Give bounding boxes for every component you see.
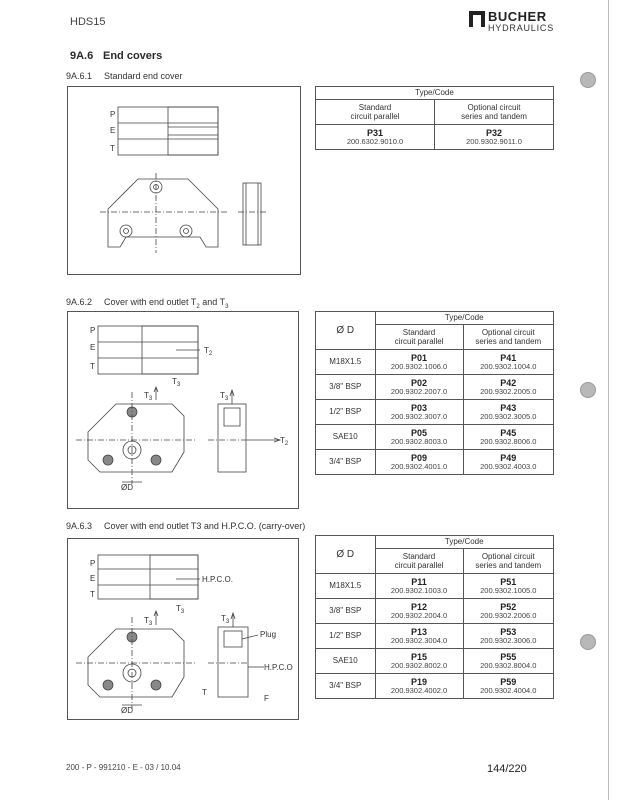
table-cell: 3/8" BSP <box>316 375 376 400</box>
header-optional: Optional circuit series and tandem <box>435 100 554 125</box>
table-cell: P42 200.9302.2005.0 <box>463 375 553 400</box>
table-cell: P03 200.9302.3007.0 <box>375 400 463 425</box>
page-edge <box>608 0 609 800</box>
punch-hole <box>580 72 596 88</box>
header-optional: Optional circuit series and tandem <box>463 549 553 574</box>
table-cell: SAE10 <box>316 425 376 450</box>
table-cell: M18X1.5 <box>316 350 376 375</box>
footer-page-number: 144/220 <box>487 763 527 775</box>
document-id: HDS15 <box>70 16 106 28</box>
svg-text:T2: $T_2$ <box>204 346 213 357</box>
table-cell: P51 200.9302.1005.0 <box>463 574 553 599</box>
table-cell: P02 200.9302.2007.0 <box>375 375 463 400</box>
svg-text:T3: $T_3$ <box>144 616 153 627</box>
header-type-code: Type/Code <box>316 87 554 100</box>
header-diameter: Ø D <box>316 536 376 574</box>
table-standard-end-cover <box>315 86 554 150</box>
label-p: P <box>110 110 116 119</box>
drawing-end-outlet-t3-hpco <box>67 538 299 720</box>
header-standard: Standard circuit parallel <box>375 325 463 350</box>
table-cell: P13 200.9302.3004.0 <box>375 624 463 649</box>
table-cell: P05 200.9302.8003.0 <box>375 425 463 450</box>
label-t: T <box>110 144 115 153</box>
punch-hole <box>580 382 596 398</box>
logo-brand: BUCHER <box>488 9 547 24</box>
table-cell: M18X1.5 <box>316 574 376 599</box>
table-cell: 1/2" BSP <box>316 624 376 649</box>
label-e: E <box>90 574 96 583</box>
drawing-end-outlet-t2-t3 <box>67 311 299 509</box>
table-cell: P11 200.9302.1003.0 <box>375 574 463 599</box>
table-cell: P15 200.9302.8002.0 <box>375 649 463 674</box>
table-end-outlet-t2-t3 <box>315 311 554 475</box>
table-cell: 1/2" BSP <box>316 400 376 425</box>
label-diameter: ØD <box>121 706 133 715</box>
section-number: 9A.6 <box>70 50 94 62</box>
svg-text:T3: $T_3$ <box>220 391 229 402</box>
bucher-logo <box>468 8 588 42</box>
label-t: T <box>90 590 95 599</box>
table-cell: P45 200.9302.8006.0 <box>463 425 553 450</box>
label-t: T <box>90 362 95 371</box>
label-plug: Plug <box>260 630 277 639</box>
table-cell: P53 200.9302.3006.0 <box>463 624 553 649</box>
table-cell: P59 200.9302.4004.0 <box>463 674 553 699</box>
header-diameter: Ø D <box>316 312 376 350</box>
subsection-number: 9A.6.1 <box>66 71 93 81</box>
header-type-code: Type/Code <box>375 312 554 325</box>
label-t-side: T <box>202 688 207 697</box>
label-p: P <box>90 326 96 335</box>
section-title: End covers <box>103 50 163 62</box>
label-e: E <box>110 126 116 135</box>
table-cell: P12 200.9302.2004.0 <box>375 599 463 624</box>
footer-doc-code: 200 - P - 991210 - E - 03 / 10.04 <box>66 763 181 772</box>
table-cell: P09 200.9302.4001.0 <box>375 450 463 475</box>
table-cell: P01 200.9302.1006.0 <box>375 350 463 375</box>
logo-mark-icon <box>468 10 486 28</box>
punch-hole <box>580 634 596 650</box>
table-end-outlet-t3-hpco <box>315 535 554 699</box>
subsection-number: 9A.6.3 <box>66 521 93 531</box>
table-cell: P19 200.9302.4002.0 <box>375 674 463 699</box>
svg-text:T3: $T_3$ <box>144 391 153 402</box>
svg-text:T3: $T_3$ <box>221 614 230 625</box>
svg-text:T3: $T_3$ <box>172 377 181 388</box>
header-type-code: Type/Code <box>375 536 554 549</box>
table-cell: P43 200.9302.3005.0 <box>463 400 553 425</box>
table-cell: P32 200.9302.9011.0 <box>435 125 554 150</box>
table-cell: P52 200.9302.2006.0 <box>463 599 553 624</box>
subsection-title: Cover with end outlet $T_2$ and $T_3$ <box>104 297 229 310</box>
logo-subtitle: HYDRAULICS <box>488 23 555 33</box>
label-hpco-side: H.P.C.O <box>264 663 293 672</box>
label-hpco: H.P.C.O. <box>202 575 233 584</box>
table-cell: P55 200.9302.8004.0 <box>463 649 553 674</box>
header-standard: Standard circuit parallel <box>375 549 463 574</box>
header-standard: Standard circuit parallel <box>316 100 435 125</box>
drawing-standard-end-cover <box>67 86 301 275</box>
table-cell: 3/4" BSP <box>316 450 376 475</box>
subsection-title: Standard end cover <box>104 71 183 81</box>
label-diameter: ØD <box>121 483 133 492</box>
table-cell: 3/8" BSP <box>316 599 376 624</box>
subsection-number: 9A.6.2 <box>66 297 93 307</box>
table-cell: 3/4" BSP <box>316 674 376 699</box>
svg-text:T3: $T_3$ <box>176 604 185 615</box>
label-p: P <box>90 559 96 568</box>
table-cell: P49 200.9302.4003.0 <box>463 450 553 475</box>
label-f: F <box>264 694 269 703</box>
table-cell: P31 200.6302.9010.0 <box>316 125 435 150</box>
table-cell: P41 200.9302.1004.0 <box>463 350 553 375</box>
svg-text:T2: $T_2$ <box>280 436 289 447</box>
table-cell: SAE10 <box>316 649 376 674</box>
label-e: E <box>90 343 96 352</box>
header-optional: Optional circuit series and tandem <box>463 325 553 350</box>
subsection-title: Cover with end outlet T3 and H.P.C.O. (carry-over) <box>104 521 306 531</box>
